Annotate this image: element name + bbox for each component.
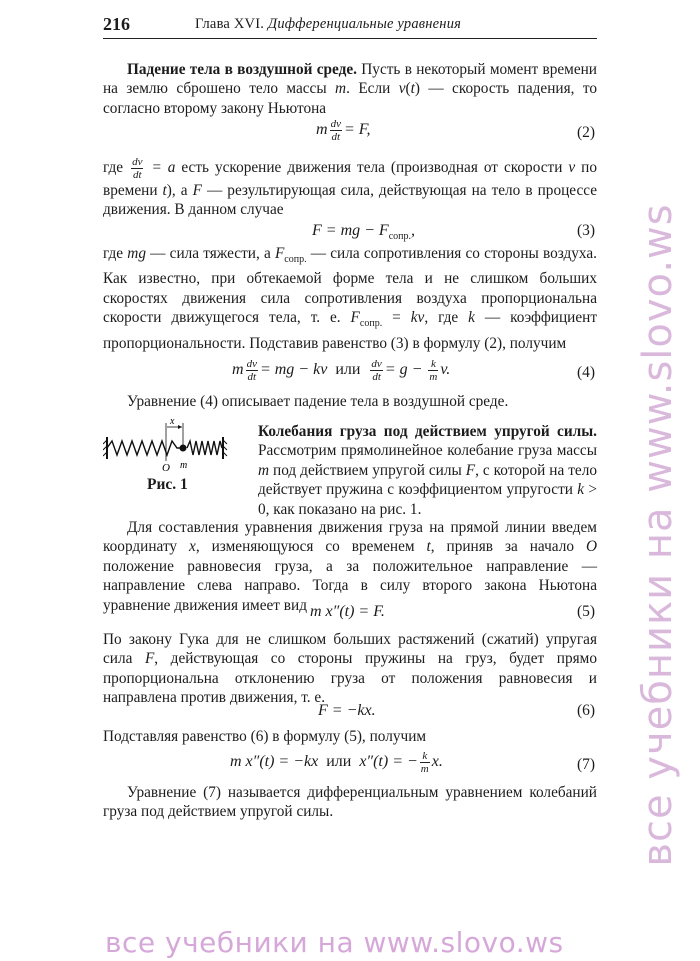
equation-4-number: (4) xyxy=(577,364,596,381)
equation-2-number: (2) xyxy=(577,124,596,141)
figure-label-m: m xyxy=(180,460,188,471)
chapter-title: Дифференциальные уравнения xyxy=(267,16,462,32)
equation-5-number: (5) xyxy=(577,603,596,620)
equation-5: m x″(t) = F. xyxy=(310,603,385,620)
equation-2: m $\frac{dv}{dt}$ = F, xyxy=(316,118,371,143)
equation-7: m x″(t) = −kx или x″(t) = − $\frac{k}{m}$ x. xyxy=(230,750,443,775)
page-header xyxy=(103,14,597,39)
page-number: 216 xyxy=(103,14,130,34)
section2-intro: Колебания груза под действием упругой силы. Рассмотрим прямолинейное колебание груза массы m под действием упругой силы F, с которой на тело действует пружина с коэффициентом упругости k > 0, как показано на рис. 1. xyxy=(258,423,597,518)
bottom-watermark: все учебники на www.slovo.ws xyxy=(105,926,564,959)
equation-7-number: (7) xyxy=(577,756,596,773)
section1-title: Падение тела в воздушной среде. xyxy=(127,61,357,78)
section1-para2: где $\frac{dv}{dt}$ = a есть ускорение движения тела (производная от скорости v по времени t), а F — результирующая сила, действующая на тело в процессе движения. В данном случае xyxy=(103,156,598,219)
equation-6: F = −kx. xyxy=(318,702,376,719)
section1-para3: где mg — сила тяжести, а $F_{сопр.}$ — сила сопротивления со стороны воздуха. Как известно, при обтекаемой форме тела и не слишком больших скоростях движения сила сопротивления воздуха пропорциональна скорости движущегося тела, т. е. $F_{сопр.}$ = kv, где k — коэффициент пропорциональности. Подставив равенство (3) в формулу (2), получим xyxy=(103,245,597,352)
equation-3-number: (3) xyxy=(577,222,596,239)
section2-para4: Подставляя равенство (6) в формулу (5), получим xyxy=(103,728,427,745)
section1-para4: Уравнение (4) описывает падение тела в воздушной среде. xyxy=(127,393,509,410)
equation-4: m $\frac{dv}{dt}$ = mg − kv или $\frac{dv}{dt}$ = g − $\frac{k}{m}$ v. xyxy=(232,358,451,383)
section1-intro: Падение тела в воздушной среде. Пусть в некоторый момент времени на землю сброшено тело массы m. Если v(t) — скорость падения, то согласно второму закону Ньютона xyxy=(103,61,597,117)
section2-para5: Уравнение (7) называется дифференциальным уравнением колебаний груза под действием упругой силы. xyxy=(103,784,597,821)
section2-para2: Для составления уравнения движения груза на прямой линии введем координату x, изменяющуюся со временем t, приняв за начало O положение равновесия груза, а за положительное направление — направление слева направо. Тогда в силу второго закона Ньютона уравнение движения имеет вид xyxy=(103,519,597,614)
figure-caption: Рис. 1 xyxy=(147,476,188,493)
figure-label-O: O xyxy=(162,462,170,474)
equation-6-number: (6) xyxy=(577,702,596,719)
section2-para3: По закону Гука для не слишком больших растяжений (сжатий) упругая сила F, действующая со стороны пружины на груз, будет прямо пропорциональна отклонению груза от положения равновесия и направлена против движения, т. е. xyxy=(103,631,597,707)
section2-title: Колебания груза под действием упругой силы. xyxy=(258,423,597,440)
equation-3: F = mg − $F_{сопр.}$, xyxy=(312,222,415,243)
chapter-number: Глава XVI. xyxy=(195,16,265,32)
side-watermark: все учебники на www.slovo.ws xyxy=(635,203,681,867)
figure-label-x: x xyxy=(170,416,175,427)
running-head xyxy=(195,16,461,33)
